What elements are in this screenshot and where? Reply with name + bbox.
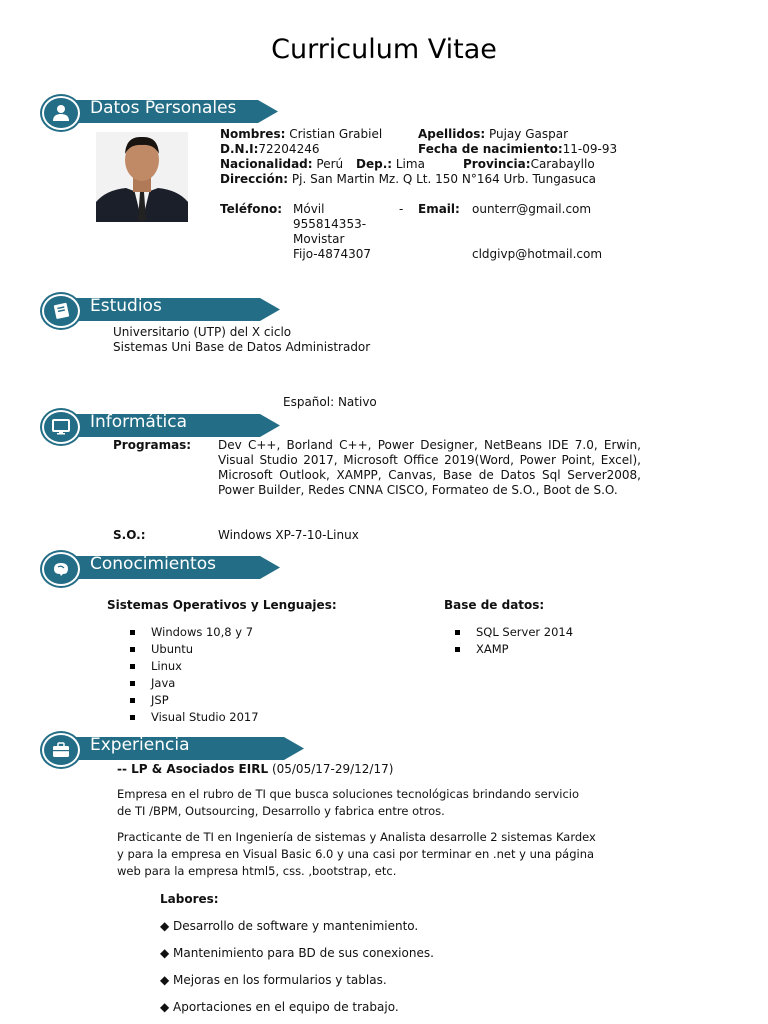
phone-line-3: Movistar [293, 232, 345, 246]
list-item: JSP [130, 692, 169, 709]
profile-photo [96, 132, 188, 222]
label-email: Email: [418, 202, 460, 216]
section-banner-knowledge [42, 552, 280, 582]
language-line: Español: Nativo [283, 395, 377, 409]
label-nombres: Nombres: [220, 127, 286, 141]
list-item: ◆ Desarrollo de software y mantenimiento. [160, 919, 419, 933]
label-telefono: Teléfono: [220, 202, 283, 216]
labores-label: Labores: [160, 892, 219, 906]
list-item: Ubuntu [130, 641, 193, 658]
email-1: ounterr@gmail.com [472, 202, 592, 216]
studies-line-2: Sistemas Uni Base de Datos Administrador [113, 340, 371, 354]
page-title: Curriculum Vitae [271, 34, 497, 65]
experience-paragraph-2: Practicante de TI en Ingeniería de sistemas y Analista desarrolle 2 sistemas Kardex y para la empresa en Visual Basic 6.0 y una casi por terminar en .net y una página web para la empresa html5, css. ,bootstrap, etc. [117, 830, 596, 878]
list-item: ◆ Mantenimiento para BD de sus conexiones. [160, 946, 434, 960]
list-item: Linux [130, 658, 182, 675]
section-title-personal: Datos Personales [90, 98, 237, 118]
value-dni: 72204246 [258, 142, 320, 156]
knowledge-right-heading: Base de datos: [444, 598, 545, 612]
phone-dash: - [399, 202, 404, 216]
section-title-it: Informática [90, 412, 187, 432]
experience-paragraph-1: Empresa en el rubro de TI que busca soluciones tecnológicas brindando servicio de TI /BPM, Outsourcing, Desarrollo y fabrica entre otros. [117, 787, 580, 818]
value-apellidos: Pujay Gaspar [488, 127, 569, 141]
brain-icon [42, 552, 80, 586]
value-provincia: Carabayllo [530, 157, 595, 171]
section-title-knowledge: Conocimientos [90, 554, 216, 574]
knowledge-left-heading: Sistemas Operativos y Lenguajes: [107, 598, 337, 612]
label-provincia: Provincia: [463, 157, 531, 171]
list-item: ◆ Aportaciones en el equipo de trabajo. [160, 1000, 399, 1014]
so-text: Windows XP-7-10-Linux [218, 528, 359, 542]
monitor-icon [42, 410, 80, 444]
section-banner-personal [42, 96, 278, 126]
list-item: Windows 10,8 y 7 [130, 624, 253, 641]
experience-period: (05/05/17-29/12/17) [271, 762, 394, 776]
label-programas: Programas: [113, 438, 192, 452]
person-icon [42, 96, 80, 130]
label-nacionalidad: Nacionalidad: [220, 157, 313, 171]
label-apellidos: Apellidos: [418, 127, 486, 141]
experience-company: -- LP & Asociados EIRL [117, 762, 269, 776]
phone-line-1: Móvil [293, 202, 325, 216]
value-nacionalidad: Perú [316, 157, 344, 171]
value-dep: Lima [395, 157, 425, 171]
section-banner-it [42, 410, 280, 440]
phone-line-2: 955814353- [293, 217, 367, 231]
label-dep: Dep.: [356, 157, 393, 171]
section-banner-experience [42, 733, 304, 763]
label-so: S.O.: [113, 528, 146, 542]
studies-line-1: Universitario (UTP) del X ciclo [113, 325, 292, 339]
label-dni: D.N.I: [220, 142, 259, 156]
value-direccion: Pj. San Martin Mz. Q Lt. 150 N°164 Urb. Tungasuca [291, 172, 597, 186]
list-item: XAMP [455, 641, 509, 658]
list-item: Java [130, 675, 175, 692]
phone-line-4: Fijo-4874307 [293, 247, 372, 261]
email-2: cldgivp@hotmail.com [472, 247, 603, 261]
value-nombres: Cristian Grabiel [289, 127, 383, 141]
book-icon [42, 294, 80, 328]
section-banner-studies [42, 294, 280, 324]
briefcase-icon [42, 733, 80, 767]
list-item: Visual Studio 2017 [130, 709, 259, 726]
section-title-studies: Estudios [90, 296, 162, 316]
label-direccion: Dirección: [220, 172, 289, 186]
section-title-experience: Experiencia [90, 735, 190, 755]
list-item: SQL Server 2014 [455, 624, 573, 641]
list-item: ◆ Mejoras en los formularios y tablas. [160, 973, 387, 987]
programs-text: Dev C++, Borland C++, Power Designer, NetBeans IDE 7.0, Erwin, Visual Studio 2017, Microsoft Office 2019(Word, Power Point, Excel), Microsoft Outlook, XAMPP, Canvas, Base de Datos Sql Server2008, Power Builder, Redes CNNA CISCO, Formateo de S.O., Boot de S.O. [218, 438, 641, 497]
value-fecha: 11-09-93 [562, 142, 618, 156]
label-fecha: Fecha de nacimiento: [418, 142, 563, 156]
